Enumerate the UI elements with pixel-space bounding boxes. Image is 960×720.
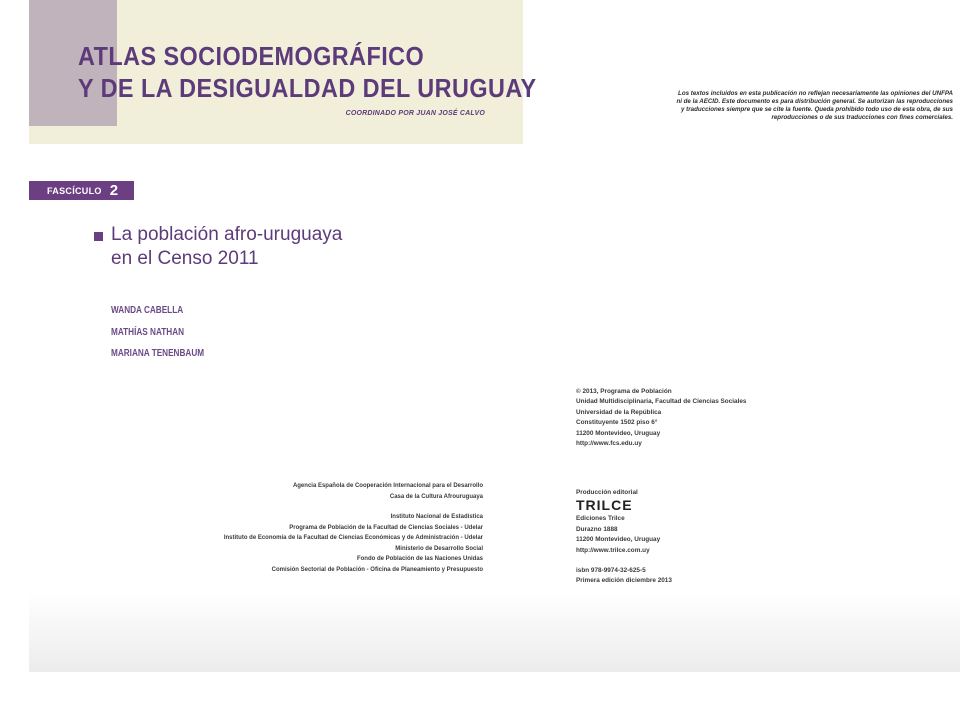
bullet-square-icon: [94, 232, 103, 241]
disclaimer-line: Los textos incluidos en esta publicación no reflejan necesariamente las opiniones del UNFPA: [678, 90, 953, 97]
coordinator-credit: COORDINADO POR JUAN JOSÉ CALVO: [345, 110, 485, 117]
fascicle-label: FASCÍCULO: [47, 185, 102, 196]
atlas-title-line2: Y DE LA DESIGUALDAD DEL URUGUAY: [78, 73, 537, 103]
copyright-line: © 2013, Programa de Población: [576, 388, 672, 395]
author-name: MATHÍAS NATHAN: [111, 326, 185, 338]
disclaimer-line: y traducciones siempre que se cite la fuente. Queda prohibido todo uso de esta obra, de sus: [681, 106, 953, 113]
copyright-line: http://www.fcs.edu.uy: [576, 440, 642, 448]
isbn-text: isbn 978-9974-32-625-5: [576, 567, 646, 575]
publisher-line: 11200 Montevideo, Uruguay: [576, 536, 661, 544]
sponsor-line: Casa de la Cultura Afrouruguaya: [389, 493, 483, 500]
fascicle-tag: [29, 181, 134, 200]
copyright-line: Universidad de la República: [576, 408, 662, 416]
sponsor-line: Ministerio de Desarrollo Social: [395, 545, 483, 552]
sponsor-line: Programa de Población de la Facultad de Ciencias Sociales - Udelar: [289, 524, 483, 531]
atlas-title: [78, 40, 537, 104]
disclaimer-line: reproducciones o de sus traducciones con fines comerciales.: [771, 114, 953, 121]
copyright-block: [576, 387, 806, 449]
sponsor-line: Instituto de Economía de la Facultad de Ciencias Económicas y de Administración - Udelar: [223, 535, 483, 541]
copyright-line: 11200 Montevideo, Uruguay: [576, 429, 661, 437]
publisher-block: [576, 488, 776, 587]
publisher-line: http://www.trilce.com.uy: [576, 546, 650, 554]
copyright-line: Constituyente 1502 piso 6°: [576, 419, 658, 427]
subtitle-line1: La población afro-uruguaya: [111, 224, 343, 245]
publisher-line: Durazno 1888: [576, 525, 618, 533]
publisher-line: Ediciones Trilce: [576, 515, 625, 523]
disclaimer-line: ni de la AECID. Este documento es para distribución general. Se autorizan las reproducciones: [676, 98, 953, 105]
author-name: WANDA CABELLA: [111, 305, 184, 316]
disclaimer-text: [668, 90, 953, 122]
sponsor-line: Instituto Nacional de Estadística: [390, 514, 483, 520]
authors-list: [111, 300, 275, 365]
sponsor-line: Fondo de Población de las Naciones Unidas: [356, 556, 483, 562]
sponsor-line: Agencia Española de Cooperación Internacional para el Desarrollo: [292, 483, 483, 489]
subtitle-line2: en el Censo 2011: [111, 248, 259, 269]
sponsors-block: [190, 481, 483, 575]
atlas-title-line1: ATLAS SOCIODEMOGRÁFICO: [78, 41, 425, 71]
sponsor-line: Comisión Sectorial de Población - Oficina de Planeamiento y Presupuesto: [271, 566, 483, 573]
edition-text: Primera edición diciembre 2013: [576, 577, 672, 585]
fascicle-number: 2: [109, 182, 119, 199]
document-subtitle: [111, 223, 451, 271]
copyright-line: Unidad Multidisciplinaria, Facultad de Ciencias Sociales: [576, 398, 747, 406]
publisher-heading: Producción editorial: [576, 489, 638, 496]
trilce-logo: TRILCE: [576, 497, 633, 514]
author-name: MARIANA TENENBAUM: [111, 348, 205, 359]
